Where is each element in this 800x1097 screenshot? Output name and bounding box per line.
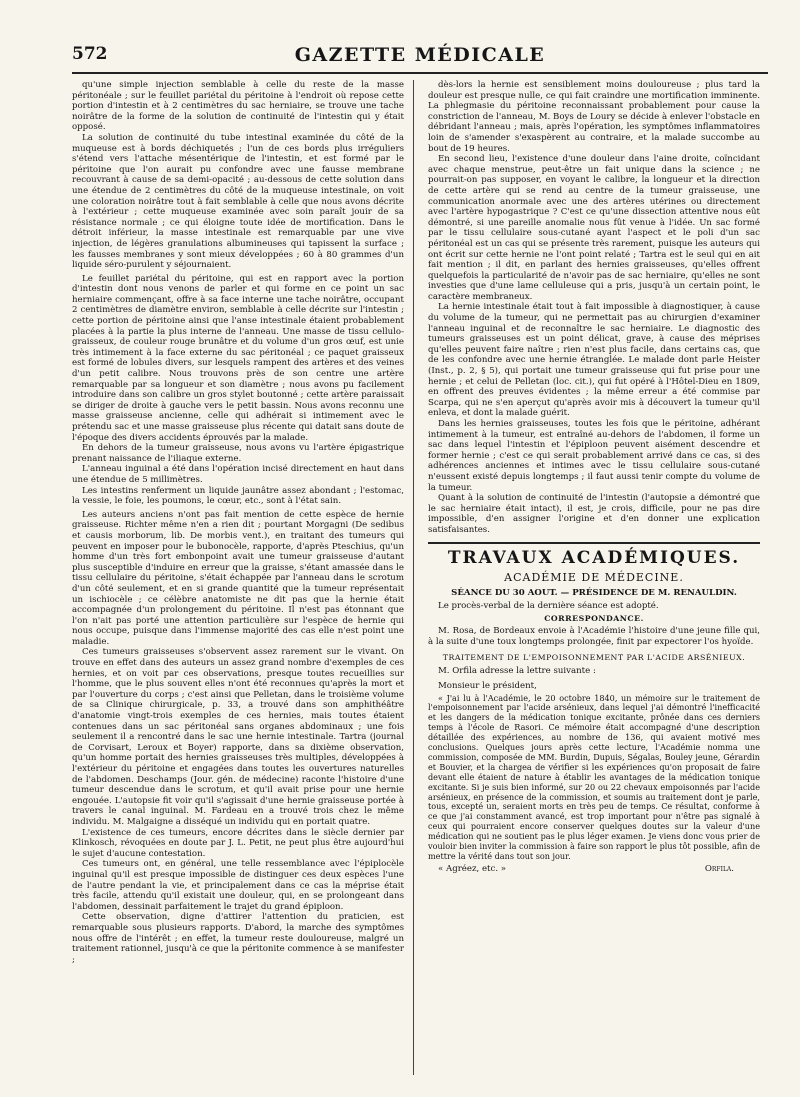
letter-text: « J'ai lu à l'Académie, le 20 octobre 1840, un mémoire sur le traitement de l'empoisonnement par l'acide arsénieux, dans lequel j'ai démontré l'inefficacité et les dangers de la médication tonique excitante, prônée dans ces derniers temps à l'école de Rasori. Ce mémoire était accompagné d'une description détaillée des expériences, au nombre de 136, qui avaient motivé mes conclusions. Quelques jours après cette lecture, l'Académie nomma une commission, composée de MM. Burdin, Dupuis, Ségalas, Bouley jeune, Gérardin et Bouvier, et la chargea de vérifier si les expériences qu'on proposait de faire devant elle étaient de nature à établir les avantages de la médication tonique excitante. Si je suis bien informé, sur 20 ou 22 chevaux empoisonnés par l'acide arsénieux, en présence de la commission, et soumis au traitement dont je parle, tous, excepté un, seraient morts en très peu de temps. Ce résultat, conforme à ce que j'ai constamment avancé, est trop important pour n'être pas signalé à ceux qui pourraient encore conserver quelques doutes sur la valeur d'une médication qui ne soutient pas le plus léger examen. Je viens donc vous prier de vouloir bien inviter la commission à faire son rapport le plus tôt possible, afin de mettre la vérité dans tout son jour.	[428, 692, 760, 861]
section-subtitle: ACADÉMIE DE MÉDECINE.	[504, 570, 684, 584]
letter-signature: Orfila.	[704, 863, 734, 874]
session-line: SÉANCE DU 30 AOUT. — PRÉSIDENCE DE M. RENAULDIN.	[451, 587, 737, 598]
section-rule	[428, 542, 760, 544]
page-number: 572	[72, 44, 108, 64]
right-paragraph-4: Dans les hernies graisseuses, toutes les fois que le péritoine, adhérant intimement à la tumeur, est entraîné au-dehors de l'abdomen, il forme un sac dans lequel l'intestin et l'épiploon peuvent aisément descendre et former hernie ; c'est ce qui serait probablement arrivé dans ce cas, si des adhérences anciennes et intimes avec le tissu cellulaire sous-cutané n'eussent existé depuis longtemps ; il faut aussi tenir compte du volume de la tumeur.	[428, 419, 760, 493]
left-paragraph-2: La solution de continuité du tube intestinal examinée du côté de la muqueuse est à bords déchiquetés ; l'un de ces bords plus irréguliers s'étend vers l'attache mésentérique de l'intestin, et est formé par le péritoine que l'on aurait pu confondre avec une fausse membrane recouvrant à cause de sa demi-opacité ; au-dessous de cette solution dans une étendue de 2 centimètres du côté de la muqueuse intestinale, on voit une coloration noirâtre tout à fait semblable à celle que nous avons décrite à l'extérieur ; cette muqueuse examinée avec soin paraît jouir de sa résistance normale ; ce qui éloigne toute idée de mortification. Dans le détroit inférieur, la masse intestinale est remarquable par une vive injection, de légères granulations albumineuses qui tapissent la surface ; les fausses membranes y sont mieux développées ; 60 à 80 grammes d'un liquide séro-purulent y séjournaient.	[72, 132, 404, 271]
left-paragraph-5: L'anneau inguinal a été dans l'opération incisé directement en haut dans une étendue de 5 millimètres.	[72, 464, 404, 485]
left-paragraph-10: Ces tumeurs ont, en général, une telle ressemblance avec l'épiplocèle inguinal qu'il est presque impossible de distinguer ces deux espèces l'une de l'autre pendant la vie, et principalement dans ce cas la méprise était très facile, attendu qu'il existait une douleur, qui, en se prolongeant dans l'abdomen, dessinait parfaitement le trajet du grand épiploon.	[72, 859, 404, 912]
correspondence-text: M. Rosa, de Bordeaux envoie à l'Académie l'histoire d'une jeune fille qui, à la suite d'une toux longtemps prolongée, finit par expectorer l'os hyoïde.	[428, 626, 760, 647]
left-paragraph-3: Le feuillet pariétal du péritoine, qui est en rapport avec la portion d'intestin dont nous venons de parler et qui forme en ce point un sac herniaire commençant, offre à sa face interne une tache noirâtre, occupant 2 centimètres de diamètre environ, semblable à celle décrite sur l'intestin ; cette portion de péritoine ainsi que l'anse intestinale étaient probablement placées à la partie la plus interne de l'anneau. Une masse de tissu cellulo-graisseux, de couleur rouge brunâtre et du volume d'un gros œuf, est unie très intimement à la face externe du sac péritonéal ; ce paquet graisseux est formé de lobules divers, sur lesquels rampent des artères et des veines d'un petit calibre. Nous trouvons près de son centre une artère remarquable par sa longueur et son diamètre ; nous avons pu facilement introduire dans son calibre un gros stylet boutonné ; cette artère paraissait se diriger de droite à gauche vers le petit bassin. Nous avons reconnu une masse graisseuse ancienne, celle qui adhérait si intimement avec le prétendu sac et une masse graisseuse plus récente qui datait sans doute de l'époque des divers accidents éprouvés par la malade.	[72, 273, 404, 443]
left-paragraph-1: qu'une simple injection semblable à celle du reste de la masse péritonéale ; sur le feuillet pariétal du péritoine à l'endroit où repose cette portion d'intestin et à 2 centimètres du sac herniaire, se trouve une tache noirâtre de la forme de la solution de continuité de l'intestin qui y était opposé.	[72, 80, 404, 133]
header-rule	[72, 72, 768, 74]
left-paragraph-6: Les intestins renferment un liquide jaunâtre assez abondant ; l'estomac, la vessie, le foie, les poumons, le cœur, etc., sont à l'état sain.	[72, 485, 404, 507]
left-paragraph-11: Cette observation, digne d'attirer l'attention du praticien, est remarquable sous plusieurs rapports. D'abord, la marche des symptômes nous offre de l'intérêt ; en effet, la tumeur reste douloureuse, malgré un traitement rationnel, jusqu'à ce que la péritonite commence à se manifester ;	[72, 912, 404, 965]
orfila-intro: M. Orfila adresse la lettre suivante :	[438, 666, 596, 677]
page-header	[72, 44, 768, 72]
letter-closing	[428, 864, 760, 876]
right-paragraph-1: dès-lors la hernie est sensiblement moins douloureuse ; plus tard la douleur est presque nulle, ce qui fait craindre une mortification imminente. La phlegmasie du péritoine reconnaissant probablement pour cause la constriction de l'anneau, M. Boys de Loury se décide à enlever l'obstacle en débridant l'anneau ; mais, après l'opération, les symptômes inflammatoires loin de s'amender s'exaspèrent au contraire, et la malade succombe au bout de 19 heures.	[428, 80, 760, 154]
letter-salutation: Monsieur le président,	[438, 680, 537, 691]
treatment-heading: TRAITEMENT DE L'EMPOISONNEMENT PAR L'ACIDE ARSÉNIEUX.	[442, 653, 746, 663]
right-column	[428, 80, 760, 1075]
column-divider	[413, 80, 414, 1075]
section-title: TRAVAUX ACADÉMIQUES.	[447, 547, 741, 568]
right-paragraph-2: En second lieu, l'existence d'une douleur dans l'aine droite, coïncidant avec chaque menstrue, peut-être un fait unique dans la science ; ne pourrait-on pas supposer, en voyant le calibre, la longueur et la direction de cette artère qui se rend au centre de la tumeur graisseuse, une communication anormale avec une des artères utérines ou directement avec l'artère hypogastrique ? C'est ce qu'une dissection attentive nous eût démontré, si une pareille anomalie nous fût venue à l'idée. Un sac formé par le tissu cellulaire sous-cutané ayant l'aspect et le poli d'un sac péritonéal est un cas qui se présente très rarement, puisque les auteurs qui ont écrit sur cette hernie ne l'ont point relaté ; Tartra est le seul qui en ait fait mention ; il dit, en parlant des hernies graisseuses, qu'elles offrent quelquefois la particularité de n'avoir pas de sac herniaire, qu'elles ne sont investies que d'une lame celluleuse qui a pris, jusqu'à un certain point, le caractère membraneux.	[428, 154, 760, 302]
correspondence-heading: CORRESPONDANCE.	[544, 614, 644, 624]
journal-title: GAZETTE MÉDICALE	[294, 44, 546, 66]
left-column	[72, 80, 404, 1075]
right-paragraph-3: La hernie intestinale était tout à fait impossible à diagnostiquer, à cause du volume de la tumeur, qui ne permettait pas au chirurgien d'examiner l'anneau inguinal et de reconnaître le sac herniaire. Le diagnostic des tumeurs graisseuses est un point délicat, grave, à cause des méprises qu'elles peuvent faire naître ; rien n'est plus facile, dans certains cas, que de les confondre avec une hernie étranglée. Le malade dont parle Heister (Inst., p. 2, § 5), qui portait une tumeur graisseuse qui fut prise pour une hernie ; et celui de Pelletan (loc. cit.), qui fut opéré à l'Hôtel-Dieu en 1809, en offrent des preuves évidentes ; la même erreur a été commise par Scarpa, qui ne s'en aperçut qu'après avoir mis à découvert la tumeur qu'il enleva, et dont la malade guérit.	[428, 302, 760, 419]
minutes-line: Le procès-verbal de la dernière séance est adopté.	[438, 600, 659, 611]
left-paragraph-4: En dehors de la tumeur graisseuse, nous avons vu l'artère épigastrique prenant naissance de l'iliaque externe.	[72, 443, 404, 464]
right-paragraph-5: Quant à la solution de continuité de l'intestin (l'autopsie a démontré que le sac herniaire était intact), il est, je crois, difficile, pour ne pas dire impossible, d'en assigner l'origine et d'en donner une explication satisfaisantes.	[428, 493, 760, 535]
left-paragraph-8: Ces tumeurs graisseuses s'observent assez rarement sur le vivant. On trouve en effet dans des auteurs un assez grand nombre d'exemples de ces hernies, et on voit par ces observations, presque toutes recueillies sur l'homme, que le plus souvent elles n'ont été reconnues qu'après la mort et par l'ouverture du corps ; c'est ainsi que Pelletan, dans le troisième volume de sa Clinique chirurgicale, p. 33, a trouvé dans son amphithéâtre d'anatomie vingt-trois exemples de ces hernies, mais toutes étaient contenues dans un sac péritonéal sans organes abdominaux ; une fois seulement il a rencontré dans le sac une hernie intestinale. Tartra (journal de Corvisart, Leroux et Boyer) rapporte, dans sa dixième observation, qu'un homme portait des hernies graisseuses très multiples, développées à l'extérieur du péritoine et engagées dans toutes les ouvertures naturelles de l'abdomen. Deschamps (Jour. gén. de médecine) raconte l'histoire d'une tumeur descendue dans le scrotum, et qu'il avait prise pour une hernie engouée. L'autopsie fit voir qu'il s'agissait d'une hernie graisseuse portée à travers le canal inguinal. M. Fardeau en a trouvé trois chez le même individu. M. Malgaigne a disséqué un individu qui en portait quatre.	[72, 647, 404, 827]
closing-formula: « Agréez, etc. »	[438, 863, 507, 874]
left-paragraph-7: Les auteurs anciens n'ont pas fait mention de cette espèce de hernie graisseuse. Richter même n'en a rien dit ; pourtant Morgagni (De sedibus et causis morborum, lib. De morbis vent.), en traitant des tumeurs qui peuvent en imposer pour le bubonocèle, rapporte, d'après Pteschius, qu'un homme d'un très fort embonpoint avait une tumeur graisseuse d'autant plus susceptible d'induire en erreur que la graisse, s'étant amassée dans le tissu cellulaire du péritoine, s'était échappée par l'anneau dans le scrotum d'un côté seulement, et en si grande quantité que la tumeur représentait un ischiocèle ; ce célèbre anatomiste ne dit pas que la hernie était accompagnée d'un prolongement du péritoine. Il n'est pas étonnant que l'on n'ait pas porté une attention particulière sur l'espèce de hernie qui nous occupe, puisque dans l'immense majorité des cas elle n'est point une maladie.	[72, 509, 404, 647]
left-paragraph-9: L'existence de ces tumeurs, encore décrites dans le siècle dernier par Klinkosch, révoquées en doute par J. L. Petit, ne peut plus être aujourd'hui le sujet d'aucune contestation.	[72, 827, 404, 859]
